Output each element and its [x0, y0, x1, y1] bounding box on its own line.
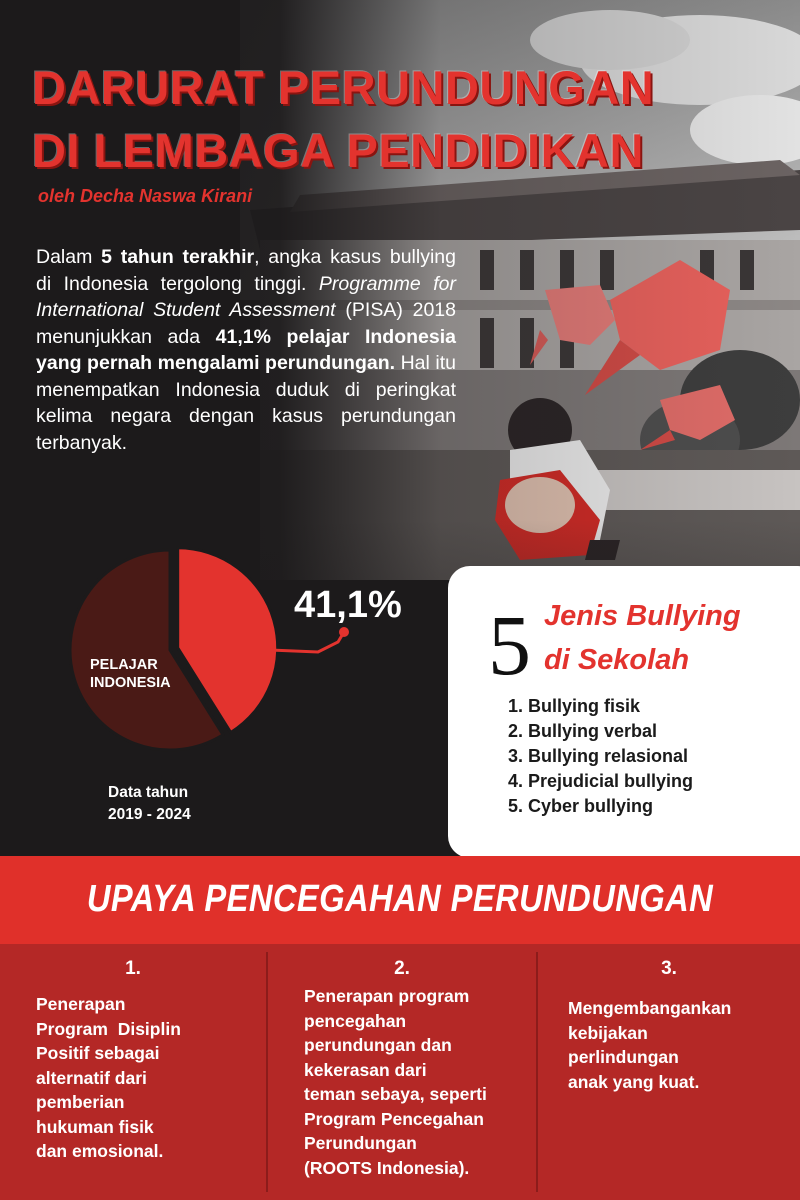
step-line: anak yang kuat.	[568, 1071, 700, 1092]
types-list-item: 1. Bullying fisik	[508, 696, 641, 716]
types-list	[508, 694, 693, 819]
types-list-item: 2. Bullying verbal	[508, 721, 658, 741]
prevention-step-1	[0, 944, 266, 1200]
step-number: 2.	[394, 958, 410, 979]
prevention-title: UPAYA PENCEGAHAN PERUNDUNGAN	[86, 878, 714, 920]
pie-highlight-label: 41,1%	[294, 584, 402, 626]
pie-center-label: PELAJAR INDONESIA	[90, 657, 171, 691]
step-line: Mengembangankan	[568, 998, 732, 1018]
prevention-banner	[0, 856, 800, 944]
step-line: pemberian	[36, 1092, 125, 1112]
step-line: Perundungan	[304, 1133, 417, 1153]
step-text	[36, 992, 236, 1164]
step-line: pencegahan	[304, 1010, 407, 1031]
intro-text-1: Dalam	[36, 246, 102, 268]
step-line: Penerapan	[36, 994, 126, 1014]
pie-leader-line	[270, 632, 344, 652]
data-year-note	[108, 782, 248, 826]
step-line: alternatif dari	[36, 1067, 147, 1088]
step-line: Program Pencegahan	[304, 1108, 484, 1129]
step-line: Program Disiplin	[36, 1018, 181, 1039]
bullying-types-card	[448, 566, 800, 858]
step-line: Positif sebagai	[36, 1043, 160, 1063]
step-line: perlindungan	[568, 1047, 679, 1067]
types-list-item: 5. Cyber bullying	[508, 796, 654, 816]
step-line: kebijakan	[568, 1022, 648, 1043]
step-line: perundungan dan	[304, 1035, 452, 1055]
step-line: dan emosional.	[36, 1141, 164, 1161]
data-year-line1: Data tahun	[108, 784, 189, 801]
step-line: teman sebaya, seperti	[304, 1084, 487, 1104]
pie-leader-dot	[339, 627, 349, 637]
author-byline: oleh Decha Naswa Kirani	[38, 186, 253, 206]
step-line: hukuman fisik	[36, 1116, 154, 1137]
intro-text-3: (PISA) 2018 menunjukkan ada	[36, 299, 456, 348]
main-title-line1: DARURAT PERUNDUNGAN	[32, 61, 655, 114]
step-text	[304, 984, 524, 1180]
step-number: 3.	[661, 958, 677, 979]
intro-text-4: Hal itu menempatkan Indonesia duduk di peringkat kelima negara dengan kasus perundungan terbanyak.	[36, 352, 456, 454]
step-line: kekerasan dari	[304, 1059, 427, 1080]
types-title-line1: Jenis Bullying	[544, 600, 741, 632]
intro-italic-1: Programme for International Student Assessment	[36, 272, 456, 321]
types-number: 5	[488, 597, 531, 693]
types-list-item: 3. Bullying relasional	[508, 746, 689, 766]
data-year-line2: 2019 - 2024	[108, 806, 191, 823]
step-line: (ROOTS Indonesia).	[304, 1157, 470, 1178]
intro-text-2: , angka kasus bullying di Indonesia tergolong tinggi.	[36, 246, 456, 295]
step-number: 1.	[125, 958, 141, 979]
prevention-steps	[0, 944, 800, 1200]
prevention-step-2	[268, 944, 536, 1200]
intro-paragraph	[36, 244, 456, 456]
intro-bold-2: 41,1% pelajar Indonesia yang pernah mengalami perundungan.	[36, 325, 456, 374]
intro-bold-1: 5 tahun terakhir	[101, 246, 255, 268]
step-text	[568, 996, 788, 1094]
step-line: Penerapan program	[304, 986, 470, 1006]
types-title-line2: di Sekolah	[544, 644, 690, 676]
types-list-item: 4. Prejudicial bullying	[508, 771, 694, 791]
main-title-line2: DI LEMBAGA PENDIDIKAN	[32, 124, 644, 177]
prevention-step-3	[538, 944, 800, 1200]
